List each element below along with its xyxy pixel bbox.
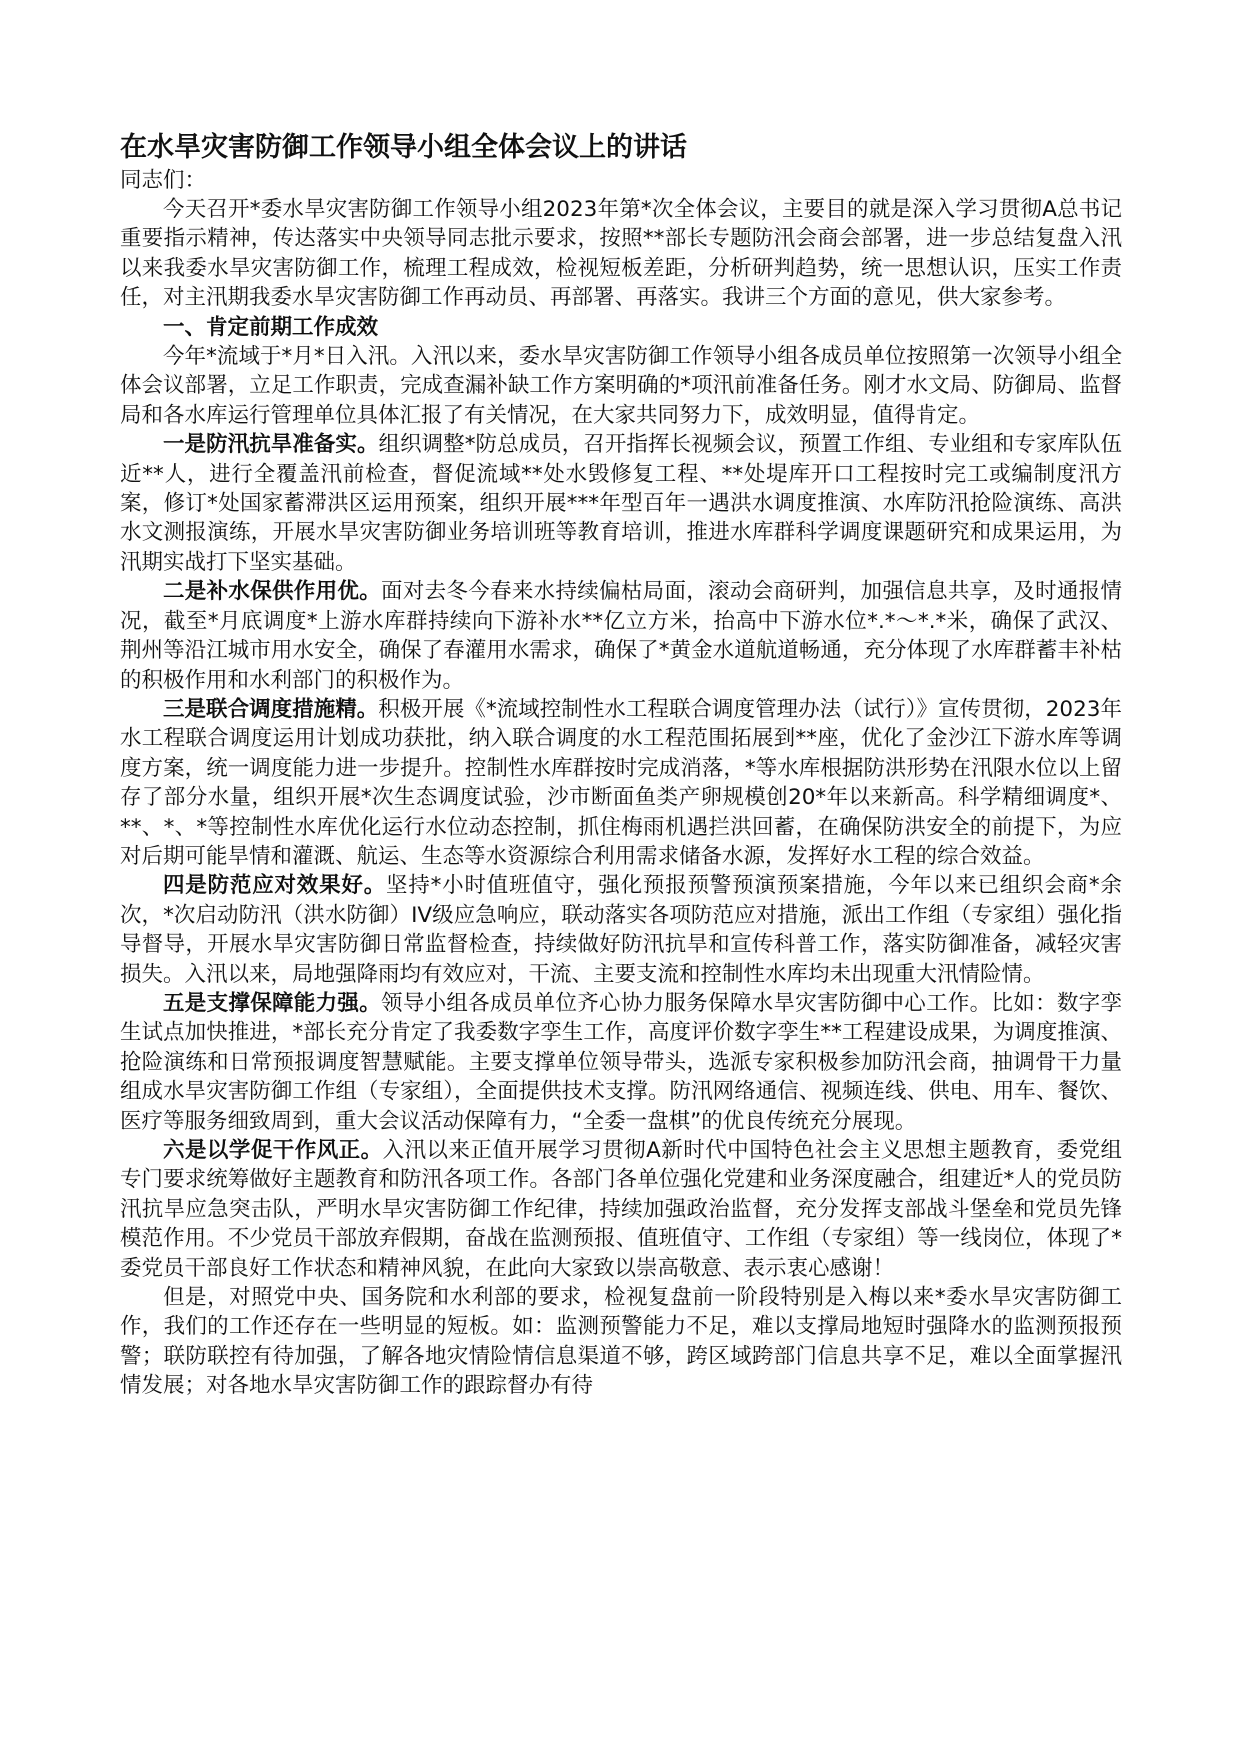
point-lead: 四是防范应对效果好。 bbox=[163, 873, 387, 899]
point-lead: 一是防汛抗旱准备实。 bbox=[163, 432, 379, 458]
closing-paragraph: 但是，对照党中央、国务院和水利部的要求，检视复盘前一阶段特别是入梅以来*委水旱灾害防御工作，我们的工作还存在一些明显的短板。如：监测预警能力不足，难以支撑局地短时强降水的监测预报预警；联防联控有待加强，了解各地灾情险情信息渠道不够，跨区域跨部门信息共享不足，难以全面掌握汛情发展；对各地水旱灾害防御工作的跟踪督办有待 bbox=[120, 1285, 1122, 1399]
point-lead: 六是以学促干作风正。 bbox=[163, 1138, 383, 1163]
point-text: 组织调整*防总成员，召开指挥长视频会议，预置工作组、专业组和专家库队伍近**人，进行全覆盖汛前检查，督促流域**处水毁修复工程、**处堤库开口工程按时完工或编制度汛方案，修订*处国家蓄滞洪区运用预案，组织开展***年型百年一遇洪水调度推演、水库防汛抢险演练、高洪水文测报演练，开展水旱灾害防御业务培训班等教育培训，推进水库群科学调度课题研究和成果运用，为汛期实战打下坚实基础。 bbox=[120, 432, 1122, 575]
section-heading-1: 一、肯定前期工作成效 bbox=[163, 314, 379, 340]
point-paragraph-3 bbox=[120, 695, 1122, 871]
point-text: 入汛以来正值开展学习贯彻A新时代中国特色社会主义思想主题教育，委党组专门要求统筹做好主题教育和防汛各项工作。各部门各单位强化党建和业务深度融合，组建近*人的党员防汛抗旱应急突击队，严明水旱灾害防御工作纪律，持续加强政治监督，充分发挥支部战斗堡垒和党员先锋模范作用。不少党员干部放弃假期，奋战在监测预报、值班值守、工作组（专家组）等一线岗位，体现了*委党员干部良好工作状态和精神风貌，在此向大家致以崇高敬意、表示衷心感谢！ bbox=[120, 1138, 1122, 1281]
intro-paragraph: 今天召开*委水旱灾害防御工作领导小组2023年第*次全体会议，主要目的就是深入学习贯彻A总书记重要指示精神，传达落实中央领导同志批示要求，按照**部长专题防汛会商会部署，进一步总结复盘入汛以来我委水旱灾害防御工作，梳理工程成效，检视短板差距，分析研判趋势，统一思想认识，压实工作责任，对主汛期我委水旱灾害防御工作再动员、再部署、再落实。我讲三个方面的意见，供大家参考。 bbox=[120, 197, 1122, 311]
point-text: 领导小组各成员单位齐心协力服务保障水旱灾害防御中心工作。比如：数字孪生试点加快推进，*部长充分肯定了我委数字孪生工作，高度评价数字孪生**工程建设成果，为调度推演、抢险演练和日常预报调度智慧赋能。主要支撑单位领导带头，选派专家积极参加防汛会商，抽调骨干力量组成水旱灾害防御工作组（专家组），全面提供技术支撑。防汛网络通信、视频连线、供电、用车、餐饮、医疗等服务细致周到，重大会议活动保障有力，“全委一盘棋”的优良传统充分展现。 bbox=[120, 990, 1122, 1134]
point-lead: 二是补水保供作用优。 bbox=[163, 579, 382, 605]
point-lead: 三是联合调度措施精。 bbox=[163, 696, 379, 722]
salutation: 同志们： bbox=[120, 168, 207, 193]
point-paragraph-5 bbox=[120, 989, 1122, 1136]
document-title: 在水旱灾害防御工作领导小组全体会议上的讲话 bbox=[120, 132, 687, 163]
point-text: 面对去冬今春来水持续偏枯局面，滚动会商研判，加强信息共享，及时通报情况，截至*月底调度*上游水库群持续向下游补水**亿立方米，抬高中下游水位*.*～*.*米，确保了武汉、荆州等沿江城市用水安全，确保了春灌用水需求，确保了*黄金水道航道畅通，充分体现了水库群蓄丰补枯的积极作用和水利部门的积极作为。 bbox=[120, 579, 1122, 693]
point-paragraph-4 bbox=[120, 871, 1122, 989]
point-lead: 五是支撑保障能力强。 bbox=[163, 990, 382, 1016]
point-text: 坚持*小时值班值守，强化预报预警预演预案措施，今年以来已组织会商*余次，*次启动防汛（洪水防御）IV级应急响应，联动落实各项防范应对措施，派出工作组（专家组）强化指导督导，开展水旱灾害防御日常监督检查，持续做好防汛抗旱和宣传科普工作，落实防御准备，减轻灾害损失。入汛以来，局地强降雨均有效应对，干流、主要支流和控制性水库均未出现重大汛情险情。 bbox=[120, 873, 1122, 987]
document-page bbox=[120, 130, 1122, 1401]
point-paragraph-1 bbox=[120, 430, 1122, 577]
section1-intro-paragraph: 今年*流域于*月*日入汛。入汛以来，委水旱灾害防御工作领导小组各成员单位按照第一次领导小组全体会议部署，立足工作职责，完成查漏补缺工作方案明确的*项汛前准备任务。刚才水文局、防御局、监督局和各水库运行管理单位具体汇报了有关情况，在大家共同努力下，成效明显，值得肯定。 bbox=[120, 344, 1122, 428]
point-paragraph-6 bbox=[120, 1136, 1122, 1283]
point-text: 积极开展《*流域控制性水工程联合调度管理办法（试行）》宣传贯彻，2023年水工程联合调度运用计划成功获批，纳入联合调度的水工程范围拓展到**座，优化了金沙江下游水库等调度方案，统一调度能力进一步提升。控制性水库群按时完成消落，*等水库根据防洪形势在汛限水位以上留存了部分水量，组织开展*次生态调度试验，沙市断面鱼类产卵规模创20*年以来新高。科学精细调度*、**、*、*等控制性水库优化运行水位动态控制，抓住梅雨机遇拦洪回蓄，在确保防洪安全的前提下，为应对后期可能旱情和灌溉、航运、生态等水资源综合利用需求储备水源，发挥好水工程的综合效益。 bbox=[120, 696, 1122, 869]
point-paragraph-2 bbox=[120, 577, 1122, 695]
